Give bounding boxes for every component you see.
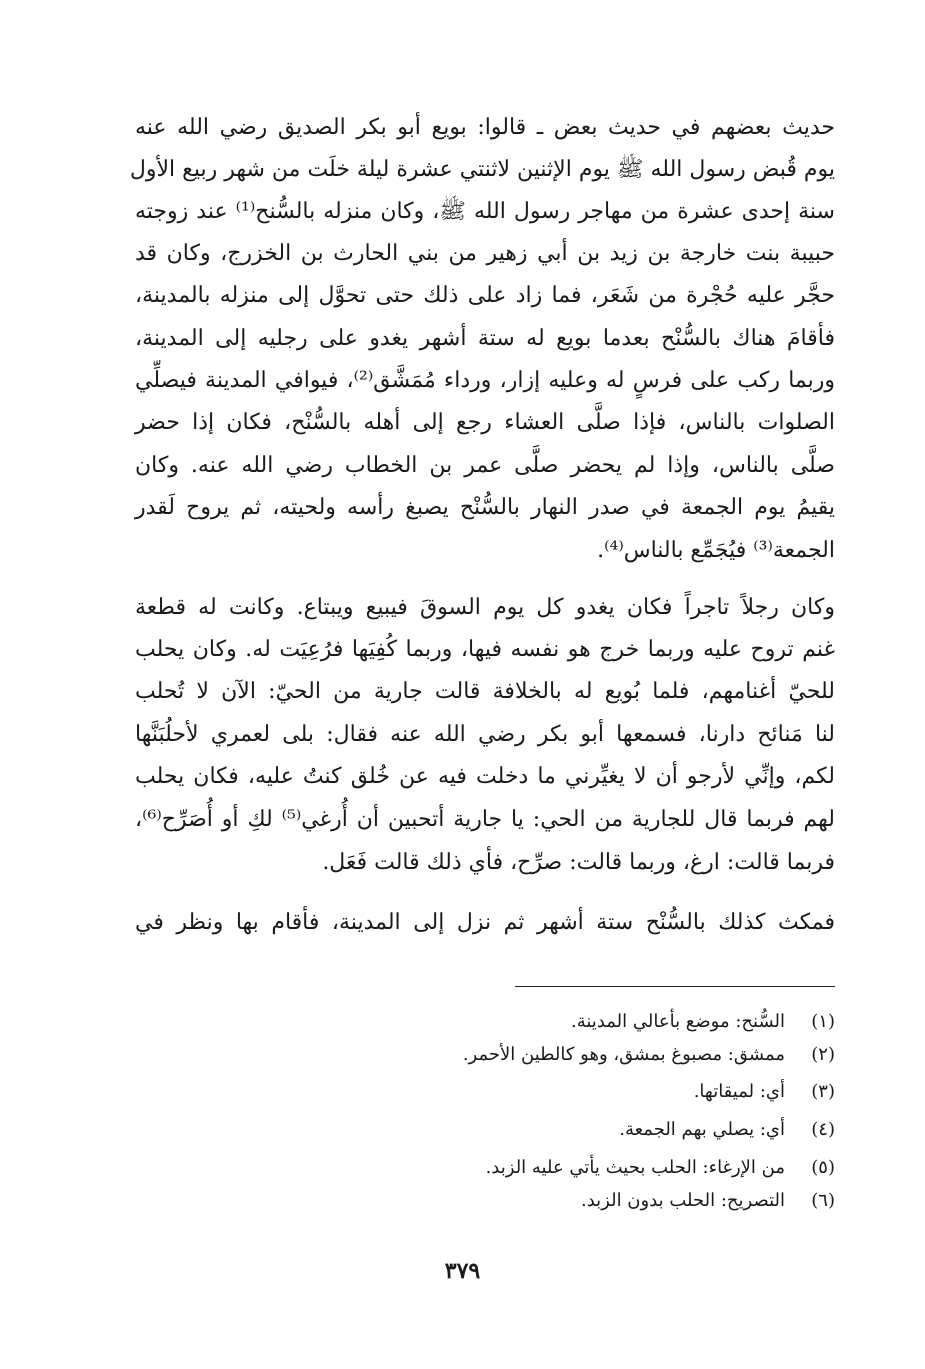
footnote-number: (٥) <box>811 1157 835 1178</box>
body-line: حديث بعضهم في حديث بعض ـ قالوا: بويع أبو بكر الصديق رضي الله عنه <box>135 115 835 140</box>
body-line: سنة إحدى عشرة من مهاجر رسول الله ﷺ، وكان منزله بالسُّنح⁽¹⁾ عند زوجته <box>135 199 835 224</box>
body-line: لكم، وإنِّي لأرجو أن لا يغيِّرني ما دخلت فيه عن خُلق كنتُ عليه، فكان يحلب <box>135 764 835 789</box>
footnote-separator <box>515 986 835 987</box>
body-line: صلَّى بالناس، وإذا لم يحضر صلَّى عمر بن الخطاب رضي الله عنه. وكان <box>135 453 835 478</box>
body-line: حجَّر عليه حُجْرة من شَعَر، فما زاد على ذلك حتى تحوَّل إلى منزله بالمدينة، <box>135 283 835 308</box>
footnote-number: (٦) <box>811 1190 835 1211</box>
body-line: للحيّ أغنامهم، فلما بُويع له بالخلافة قالت جارية من الحيّ: الآن لا تُحلب <box>135 679 835 704</box>
body-line: فربما قالت: ارغ، وربما قالت: صرِّح، فأي ذلك قالت فَعَل. <box>322 850 835 875</box>
body-line: لهم فربما قال للجارية من الحي: يا جارية أتحبين أن أُرغي⁽⁵⁾ لكِ أو أُصَرِّح⁽⁶⁾، <box>135 807 835 832</box>
footnote-number: (٢) <box>811 1044 835 1065</box>
footnote <box>486 1153 835 1183</box>
footnote-text: من الإرغاء: الحلب بحيث يأتي عليه الزبد. <box>485 1157 785 1178</box>
footnote <box>463 1040 835 1070</box>
page-number: ٣٧٩ <box>444 1258 481 1284</box>
footnote <box>571 1007 835 1037</box>
footnote-text: أي: يصلي بهم الجمعة. <box>619 1119 785 1140</box>
body-line: وربما ركب على فرسٍ له وعليه إزار، ورداء مُمَشَّق⁽²⁾، فيوافي المدينة فيصلِّي <box>135 368 835 393</box>
footnote-number: (١) <box>811 1011 835 1032</box>
body-line: الجمعة⁽³⁾ فيُجَمِّع بالناس⁽⁴⁾. <box>597 538 835 563</box>
body-line: يقيمُ يوم الجمعة في صدر النهار بالسُّنْح يصبغ رأسه ولحيته، ثم يروح لَقدر <box>135 495 835 520</box>
footnote-number: (٣) <box>811 1081 835 1102</box>
body-line: فأقامَ هناك بالسُّنْح بعدما بويع له ستة أشهر يغدو على رجليه إلى المدينة، <box>135 326 835 351</box>
footnote <box>581 1186 835 1216</box>
footnote <box>619 1115 835 1145</box>
body-line: يوم قُبض رسول الله ﷺ يوم الإثنين لاثنتي عشرة ليلة خلَت من شهر ربيع الأول <box>129 157 835 182</box>
body-line: الصلوات بالناس، فإذا صلَّى العشاء رجع إلى أهله بالسُّنْح، فكان إذا حضر <box>135 410 835 435</box>
body-line: غنم تروح عليه وربما خرج هو نفسه فيها، وربما كُفِيَها فرُعِيَت له. وكان يحلب <box>135 637 835 662</box>
footnote-number: (٤) <box>811 1119 835 1140</box>
body-line: حبيبة بنت خارجة بن زيد بن أبي زهير من بني الحارث بن الخزرج، وكان قد <box>135 241 835 266</box>
body-line: لنا مَنائح دارنا، فسمعها أبو بكر رضي الله عنه فقال: بلى لعمري لأحلُبَنَّها <box>135 722 835 747</box>
footnote-text: أي: لميقاتها. <box>693 1081 785 1102</box>
footnote-text: التصريح: الحلب بدون الزبد. <box>580 1190 785 1211</box>
footnote <box>694 1077 835 1107</box>
body-line: وكان رجلاً تاجراً فكان يغدو كل يوم السوقَ فيبيع ويبتاع. وكانت له قطعة <box>135 595 835 620</box>
footnote-text: ممشق: مصبوغ بمشق، وهو كالطين الأحمر. <box>462 1044 785 1065</box>
body-line: فمكث كذلك بالسُّنْح ستة أشهر ثم نزل إلى المدينة، فأقام بها ونظر في <box>135 910 835 935</box>
footnote-text: السُّنح: موضع بأعالي المدينة. <box>571 1011 785 1032</box>
